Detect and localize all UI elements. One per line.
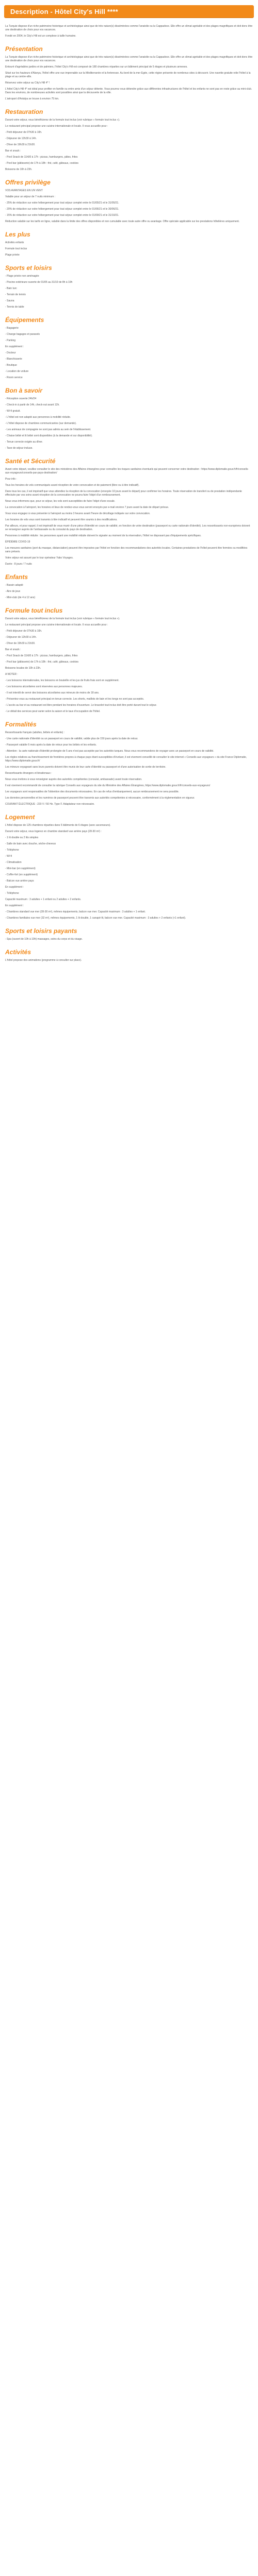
section-plus xyxy=(5,231,253,257)
section-text-formalites: - Une carte nationale d'identité ou un passeport en cours de validité, valide plus de 150 jours après la date de retour. xyxy=(5,737,138,740)
section-heading-activites: Activités xyxy=(5,948,31,956)
section-text-formule: Le restaurant principal propose une cuisine internationale et locale. Il vous accueille pour : xyxy=(5,623,108,626)
section-text-sports: - Sauna xyxy=(5,299,14,302)
section-text-formalites: COURANT ÉLECTRIQUE : 220 V / 50 Hz. Type F. Adaptateur non nécessaire. xyxy=(5,803,95,806)
section-text-formule: - Pool bar (pâtisserie) de 17h à 18h : thé, café, gâteaux, cookies xyxy=(5,660,79,664)
section-text-sante: Personnes à mobilité réduite : les personnes ayant une mobilité réduite doivent le signaler au moment de la réservation, l'hôtel ne disposant pas d'équipements spécifiques. xyxy=(5,534,202,537)
section-text-equipements: - Boutique xyxy=(5,364,17,367)
section-text-logement: En supplément : xyxy=(5,904,24,907)
section-text-sports: - Tennis de table xyxy=(5,306,24,309)
section-text-activites: L'hôtel propose des animations (programme à consulter sur place). xyxy=(5,959,82,962)
section-text-formule: Durant votre séjour, vous bénéficierez de la formule tout inclus (voir rubrique « formule tout inclus »). xyxy=(5,617,120,620)
section-text-sante: Les mesures sanitaires (port du masque, distanciation) peuvent être imposées par l'hôtel en fonction des recommandations des autorités locales. Certaines prestations de l'hôtel peuvent être fermées ou modifiées sans préavis. xyxy=(5,547,248,553)
page-title-bar xyxy=(4,5,254,18)
section-text-formalites: Les mineurs voyageant sans leurs parents doivent être munis de leur carte d'identité ou passeport et d'une autorisation de sortie de territoire. xyxy=(5,766,166,769)
section-text-restauration: - Dîner de 19h30 à 21h30. xyxy=(5,143,36,146)
section-heading-presentation: Présentation xyxy=(5,45,43,53)
section-text-sports: - Terrain de tennis xyxy=(5,293,26,296)
intro-text-1: La Turquie dispose d'un riche patrimoine historique et archéologique ainsi que de très nature(s) disséminées comme l'anatolie ou la Cappadoce. Elle offre un climat agréable et des plages magnifiques et doit donc être une destination de choix pour vos vacances. xyxy=(5,25,253,31)
section-text-offres: - 15% de réduction sur votre hébergement pour tout séjour complet entre le 01/09/21 et le 31/10/21. xyxy=(5,214,119,217)
section-text-formule: - Il est interdit de servir des boissons alcoolisées aux mineurs de moins de 18 ans. xyxy=(5,691,100,694)
section-text-sante: Durée : 8 jours / 7 nuits xyxy=(5,563,32,566)
section-text-formule: - Les boissons internationales, les boissons en bouteille et les jus de fruits frais sont en supplément. xyxy=(5,679,119,682)
section-presentation xyxy=(5,45,253,101)
section-text-plus: Formule tout inclus xyxy=(5,247,27,250)
section-text-sante: Avant votre départ, veuillez consulter le site des ministères des Affaires étrangères pour connaître les risques sanitaires éventuels qui peuvent concerner votre destination : https://www.diplomatie.gouv.fr/fr/conseils-aux-voyageurs/conseils-par-pays-destination/ xyxy=(5,468,249,474)
section-text-equipements: - Docteur xyxy=(5,351,16,354)
section-text-presentation: Situé sur les hauteurs d'Alanya, l'hôtel offre une vue imprenable sur la Méditerranée et la forteresse. Au bord de la mer Egée, cette région présente de nombreux sites à découvrir. Une navette gratuite relie l'hôtel à la plage et au centre-ville. xyxy=(5,72,251,78)
section-heading-bien-savoir: Bon à savoir xyxy=(5,387,43,394)
section-text-sante: Par ailleurs, et pour rappel, il est impératif de vous munir d'une pièce d'identité en cours de validité, en fonction de votre destination (passeport ou carte nationale d'identité). Les ressortissants non-européens doivent se renseigner auprès de l'ambassade ou du consulat du pays de destination. xyxy=(5,524,250,531)
section-text-formule: Bar et snack : xyxy=(5,648,21,651)
section-text-enfants: - Aire de jeux xyxy=(5,590,21,593)
section-text-offres: VOS AVANTAGES EN UN VENT xyxy=(5,189,43,192)
section-text-formule: - L'accès au bar et au restaurant est libre pendant les horaires d'ouverture. Le bracelet tout inclus doit être porté durant tout le séjour. xyxy=(5,704,157,707)
section-text-equipements: - Bagagerie xyxy=(5,327,19,330)
page-title: Description - Hôtel City's Hill **** xyxy=(10,7,118,15)
section-text-logement: - Wi-fi xyxy=(5,855,12,858)
section-text-sante: Vous vous engagez à vous présenter à l'aéroport au moins 3 heures avant l'heure de décollage indiquée sur votre convocation. xyxy=(5,512,151,515)
section-text-formalites: Il est vivement recommandé de consulter la rubrique Conseils aux voyageurs du site du Ministère des Affaires Étrangères, https://www.diplomatie.gouv.fr/fr/conseils-aux-voyageurs/ xyxy=(5,784,211,787)
section-equipements xyxy=(5,316,253,380)
section-text-formalites: Les règles relatives au franchissement de frontières propres à chaque pays étant susceptibles d'évoluer, il est vivement conseillé de consulter le site internet « Conseils aux voyageurs » du site France Diplomatie, https://www.diplomatie.gouv.fr/ xyxy=(5,756,247,762)
section-text-restauration: - Déjeuner de 12h30 à 14h. xyxy=(5,137,37,140)
section-heading-formalites: Formalités xyxy=(5,721,37,728)
section-heading-plus: Les plus xyxy=(5,231,30,238)
section-text-restauration: - Pool Snack de 11h00 à 17h : pizzas, hamburgers, pâtes, frites xyxy=(5,156,78,159)
section-text-formalites: Ressortissants français (adultes, bébés et enfants) : xyxy=(5,731,65,734)
section-text-logement: - Téléphone xyxy=(5,849,19,852)
section-text-formalites: Les voyageurs sont responsables de l'obtention des documents nécessaires. En cas de refus d'embarquement, aucun remboursement ne sera possible. xyxy=(5,790,180,793)
section-text-enfants: - Bassin adapté xyxy=(5,584,23,587)
section-activites xyxy=(5,948,253,962)
section-text-logement: - Climatisation xyxy=(5,861,22,864)
section-text-sante: Tous les horaires de vols communiqués avant réception de votre convocation et de paiement (libre ou à titre indicatif). xyxy=(5,484,139,487)
section-text-formule: - Présentez-vous au restaurant principal en tenue correcte. Les shorts, maillots de bain et les tongs ne sont pas acceptés. xyxy=(5,698,144,701)
section-heading-sante: Santé et Sécurité xyxy=(5,457,56,465)
section-text-bien-savoir: - Les animaux de compagnie ne sont pas admis au sein de l'établissement. xyxy=(5,428,91,431)
section-text-equipements: - Parking xyxy=(5,339,16,342)
section-text-equipements: - Room service xyxy=(5,376,23,379)
section-heading-sports: Sports et loisirs xyxy=(5,264,52,272)
section-text-formule: - Dîner de 19h30 à 21h30. xyxy=(5,642,36,645)
section-restauration xyxy=(5,108,253,172)
section-text-bien-savoir: - Check-in à partir de 14h, check-out avant 12h. xyxy=(5,403,60,406)
section-text-logement: - Chambres familiales vue mer (32 m²), mêmes équipements, 1 lit double, 1 canapé-lit, balcon vue mer. Capacité maximum : 3 adultes + 2 enfants (+1 enfant). xyxy=(5,917,186,920)
section-bien-savoir xyxy=(5,387,253,450)
section-text-equipements: - Blanchisserie xyxy=(5,358,22,361)
section-text-formule: - Déjeuner de 12h30 à 14h. xyxy=(5,636,37,639)
section-heading-formule: Formule tout inclus xyxy=(5,607,63,614)
section-text-equipements: - Location de voiture xyxy=(5,370,29,373)
section-sports xyxy=(5,264,253,309)
section-text-sante: ÉPIDÉMIE COVID-19 xyxy=(5,540,30,544)
section-heading-sports-payants: Sports et loisirs payants xyxy=(5,927,77,935)
section-text-logement: - 1 lit double ou 2 lits simples xyxy=(5,836,39,839)
section-text-sports: - Bain turc xyxy=(5,287,17,290)
section-text-plus: Activités enfants xyxy=(5,241,24,244)
section-text-presentation: Entouré d'agréables jardins et de palmiers, l'hôtel City's Hill est composé de 180 chambres réparties sur un bâtiment principal de 5 étages et plusieurs annexes. xyxy=(5,65,188,69)
section-text-formalites: - Passeport valable 6 mois après la date de retour pour les bébés et les enfants. xyxy=(5,743,97,747)
section-text-sports: - Piscine extérieure ouverte de 01/05 au 31/10 de 8h à 19h xyxy=(5,281,73,284)
section-text-formalites: - Attention : la carte nationale d'identité prolongée de 5 ans n'est pas acceptée par les autorités turques. Nous vous recommandons de voyager avec un passeport en cours de validité. xyxy=(5,750,214,753)
section-logement xyxy=(5,814,253,920)
page xyxy=(0,0,258,962)
section-text-logement: L'hôtel dispose de 125 chambres réparties dans 5 bâtiments de 6 étages (avec ascenseurs). xyxy=(5,824,111,827)
section-text-sante: Nous vous informons que, pour ce séjour, les vols sont susceptibles de faire l'objet d'une escale. xyxy=(5,500,116,503)
section-text-logement: - Salle de bain avec douche, sèche-cheveux xyxy=(5,842,56,845)
section-heading-logement: Logement xyxy=(5,814,35,821)
section-text-restauration: Le restaurant principal propose une cuisine internationale et locale. Il vous accueille pour : xyxy=(5,125,108,128)
section-text-logement: En supplément : xyxy=(5,886,24,889)
section-text-formule: - Petit déjeuner de 07h30 à 10h. xyxy=(5,630,42,633)
section-text-logement: - Mini-bar (en supplément) xyxy=(5,867,36,870)
section-text-sante: Dans tous les cas, il est impératif que vous attendiez la réception de la convocation (envoyée 10 jours avant le départ) pour confirmer les horaires. Toute réservation de transfert ou de prestation indépendante effectuée par vos soins avant réception de la convocation ne pourra faire l'objet d'un remboursement. xyxy=(5,490,242,497)
section-formalites xyxy=(5,721,253,806)
section-heading-enfants: Enfants xyxy=(5,573,28,581)
section-text-bien-savoir: - L'hôtel dispose de chambres communicantes (sur demande). xyxy=(5,422,77,425)
section-text-bien-savoir: - Wi-fi gratuit. xyxy=(5,410,21,413)
section-text-enfants: - Mini-club (de 4 à 12 ans) xyxy=(5,596,36,599)
section-heading-restauration: Restauration xyxy=(5,108,43,115)
section-text-formule: Boissons locales de 10h à 23h. xyxy=(5,667,41,670)
section-text-presentation: L'aéroport d'Antalya se trouve à environ 75 km. xyxy=(5,97,59,100)
section-text-formalites: Nous vous invitons à vous renseigner auprès des autorités compétentes (consulat, ambassade) avant toute réservation. xyxy=(5,778,142,781)
section-text-logement: - Coffre-fort (en supplément) xyxy=(5,873,38,876)
section-formule xyxy=(5,607,253,714)
section-text-sante: La convocation à l'aéroport, les horaires et lieux de rendez-vous vous seront envoyés par e-mail environ 7 jours avant la date de départ prévue. xyxy=(5,506,169,509)
section-text-logement: - Téléphone xyxy=(5,892,19,895)
section-text-bien-savoir: - Taxe de séjour incluse. xyxy=(5,447,33,450)
section-text-formalites: Ressortissants étrangers et binationaux : xyxy=(5,772,52,775)
section-text-sante: Les horaires de vols vous sont transmis à titre indicatif et peuvent être soumis à des modifications. xyxy=(5,518,118,521)
section-text-bien-savoir: - Chaise bébé et lit bébé sont disponibles (à la demande et sur disponibilité). xyxy=(5,434,93,437)
section-text-equipements: En supplément : xyxy=(5,345,24,348)
section-text-plus: Plage privée xyxy=(5,253,20,257)
section-text-formule: - Le détail des services peut varier selon la saison et le taux d'occupation de l'hôtel. xyxy=(5,710,101,713)
section-offres xyxy=(5,179,253,224)
section-text-sante: Votre séjour est assuré par le tour opérateur Yako Voyages. xyxy=(5,556,74,560)
section-text-formule: - Pool Snack de 11h00 à 17h : pizzas, hamburgers, pâtes, frites xyxy=(5,654,78,657)
section-text-bien-savoir: - L'hôtel est non adapté aux personnes à mobilité réduite. xyxy=(5,416,71,419)
section-text-sports-payants: - Spa (ouvert de 10h à 19h) massages, soins du corps et du visage. xyxy=(5,938,83,941)
section-heading-equipements: Équipements xyxy=(5,316,44,324)
section-text-sante: Pour info : xyxy=(5,478,17,481)
section-sports-payants xyxy=(5,927,253,941)
section-text-restauration: Bar et snack : xyxy=(5,149,21,152)
section-text-formalites: Les données personnelles et les numéros de passeport peuvent être transmis aux autorités compétentes si nécessaire, conformément à la réglementation en vigueur. xyxy=(5,796,195,800)
intro-section xyxy=(5,25,253,38)
section-text-offres: - 20% de réduction sur votre hébergement pour tout séjour complet entre le 01/06/21 et le 30/06/21. xyxy=(5,208,119,211)
section-text-offres: Réduction valable sur les tarifs en ligne, valable dans la limite des offres disponibles et non cumulable avec toute autre offre ou avantage. Offre spéciale applicable sur les prestations hôtelières uniquement. xyxy=(5,220,240,223)
section-text-equipements: - Change bagages et parasols xyxy=(5,333,40,336)
section-text-restauration: Boissons de 10h à 23h. xyxy=(5,168,33,171)
section-sante xyxy=(5,457,253,566)
section-text-logement: Durant votre séjour, vous logerez en chambre standard vue arrière pays (28-30 m²) : xyxy=(5,830,102,833)
section-text-bien-savoir: - Tenue correcte exigée au dîner. xyxy=(5,440,43,444)
description-sections xyxy=(4,45,254,962)
section-text-restauration: - Pool bar (pâtisserie) de 17h à 18h : thé, café, gâteaux, cookies xyxy=(5,162,79,165)
section-text-bien-savoir: - Réception ouverte 24h/24 xyxy=(5,397,37,400)
section-text-presentation: La Turquie dispose d'un riche patrimoine historique et archéologique ainsi que de très nature(s) disséminées comme l'anatolie ou la Cappadoce. Elle offre un climat agréable et des plages magnifiques et doit donc être une destination de choix pour vos vacances. xyxy=(5,56,253,62)
section-enfants xyxy=(5,573,253,600)
section-text-logement: - Balcon vue arrière pays xyxy=(5,879,34,883)
section-text-formule: - Les boissons alcoolisées sont réservées aux personnes majeures. xyxy=(5,685,83,688)
intro-text-2: Fondé en 2004, le City's Hill est un complexe à taille humaine. xyxy=(5,35,76,38)
section-text-offres: - 25% de réduction sur votre hébergement pour tout séjour complet entre le 01/05/21 et le 31/05/21. xyxy=(5,201,119,205)
section-text-sports: - Plage privée non aménagée xyxy=(5,275,39,278)
section-text-formule: A NOTER : xyxy=(5,673,18,676)
section-text-logement: - Chambres standard vue mer (28-30 m²), mêmes équipements, balcon vue mer. Capacité maximum : 3 adultes + 1 enfant. xyxy=(5,910,146,913)
section-text-offres: Valable pour un séjour de 7 nuits minimum : xyxy=(5,195,56,198)
section-text-logement: Capacité maximum : 3 adultes + 1 enfant ou 2 adultes + 2 enfants. xyxy=(5,898,82,901)
section-text-restauration: - Petit déjeuner de 07h30 à 10h. xyxy=(5,131,42,134)
section-text-restauration: Durant votre séjour, vous bénéficierez de la formule tout inclus (voir rubrique « formule tout inclus »). xyxy=(5,118,120,122)
section-text-presentation: L'hôtel City's Hill 4* est idéal pour profiter en famille ou entre amis d'un séjour détente. Vous pourrez vous détendre grâce aux différentes infrastructures de l'hôtel et les enfants ne sont pas en reste grâce au mini-club. Dans les environs, de nombreuses activités sont possibles ainsi que la découverte de la ville. xyxy=(5,88,252,94)
section-text-presentation: Réservez votre séjour au City's Hill 4* ! xyxy=(5,81,50,84)
section-heading-offres: Offres privilège xyxy=(5,179,51,186)
